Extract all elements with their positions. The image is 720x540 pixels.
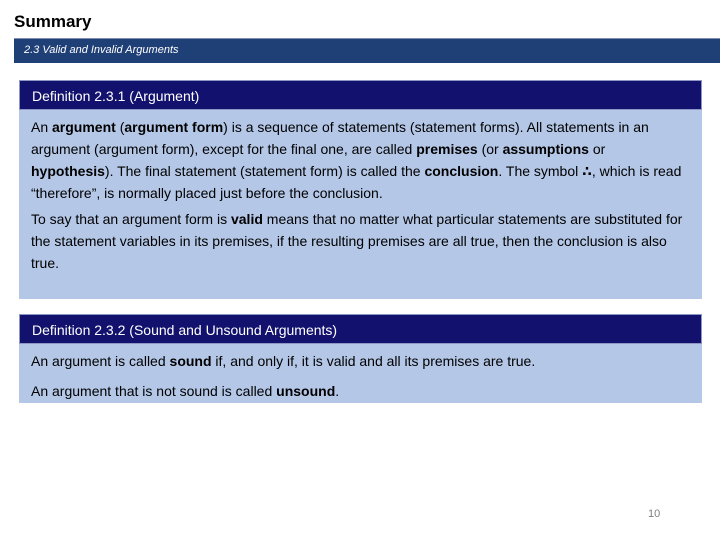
- slide-title: Summary: [14, 12, 92, 31]
- text-run: An: [31, 119, 53, 135]
- definition-box-sound-arguments: [19, 314, 702, 403]
- term-valid: valid: [230, 211, 263, 227]
- text-run: or: [588, 141, 606, 157]
- definition-paragraph: [31, 380, 690, 402]
- term-conclusion: conclusion: [424, 163, 499, 179]
- definition-body: [19, 344, 702, 418]
- text-run: ) is a sequence of statements (statement forms). All statements in an argument (argument form), except for the final one, are called: [31, 119, 649, 157]
- text-run: . The symbol: [498, 163, 583, 179]
- text-run: To say that an argument form is: [31, 211, 231, 227]
- term-argument: argument: [52, 119, 116, 135]
- definition-paragraph: [31, 350, 690, 372]
- term-sound: sound: [169, 353, 212, 369]
- definition-header: Definition 2.3.1 (Argument): [19, 80, 702, 110]
- definition-header: Definition 2.3.2 (Sound and Unsound Arguments): [19, 314, 702, 344]
- definition-paragraph: [31, 208, 690, 274]
- term-hypothesis: hypothesis: [31, 163, 105, 179]
- section-title: 2.3 Valid and Invalid Arguments: [24, 44, 179, 56]
- text-run: An argument that is not sound is called: [31, 383, 277, 399]
- section-bar: [14, 38, 720, 63]
- text-run: ). The final statement (statement form) is called the: [104, 163, 425, 179]
- text-run: (or: [477, 141, 503, 157]
- term-premises: premises: [416, 141, 478, 157]
- text-run: means that no matter what particular statements are substituted for the statement variables in its premises, if the resulting premises are all true, then the conclusion is also true.: [31, 211, 683, 271]
- page-number: 10: [648, 508, 661, 520]
- definition-box-argument: [19, 80, 702, 299]
- definition-body: [19, 110, 702, 282]
- term-argument-form: argument form: [124, 119, 224, 135]
- definition-paragraph: [31, 116, 690, 204]
- term-unsound: unsound: [276, 383, 336, 399]
- text-run: .: [335, 383, 340, 399]
- term-assumptions: assumptions: [502, 141, 589, 157]
- therefore-symbol: ∴: [582, 163, 592, 179]
- text-run: , which is read “therefore”, is normally placed just before the conclusion.: [31, 163, 682, 201]
- text-run: An argument is called: [31, 353, 170, 369]
- text-run: if, and only if, it is valid and all its premises are true.: [211, 353, 536, 369]
- text-run: (: [115, 119, 125, 135]
